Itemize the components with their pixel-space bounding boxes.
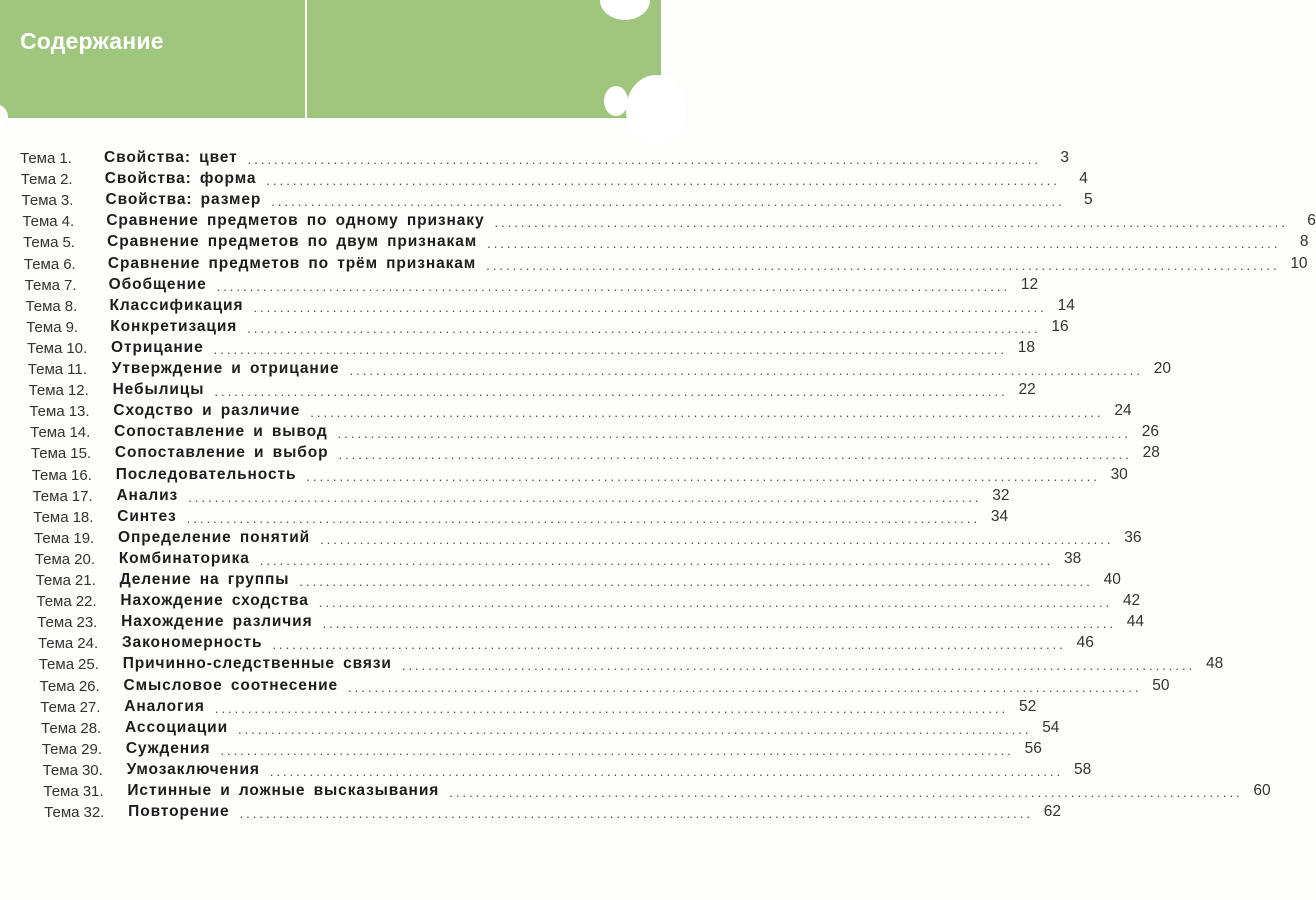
- topic-number: 18.: [72, 508, 94, 526]
- topic-title: Смысловое соотнесение: [123, 676, 339, 694]
- topic-label: [23, 234, 107, 251]
- dot-leader: ........................................................................................................................: [348, 679, 1142, 695]
- dot-leader: ........................................................................................................................: [238, 721, 1032, 737]
- topic-title: Сходство и различие: [113, 402, 301, 420]
- topic-label: [32, 467, 116, 484]
- topic-prefix: Тема: [33, 508, 69, 526]
- page-number: 4: [1079, 170, 1088, 188]
- topic-title: Обобщение: [108, 275, 207, 293]
- page-number: 44: [1126, 613, 1144, 631]
- topic-number: 21.: [74, 572, 96, 589]
- topic-title: Отрицание: [111, 338, 204, 356]
- topic-title: Небылицы: [112, 381, 205, 399]
- page-number: 40: [1103, 571, 1121, 588]
- page-number: 54: [1042, 718, 1060, 736]
- topic-prefix: Тема: [37, 635, 74, 653]
- topic-number: 27.: [79, 698, 101, 716]
- topic-prefix: Тема: [28, 382, 64, 400]
- page-number: 5: [1084, 191, 1093, 209]
- topic-label: [43, 762, 127, 779]
- topic-title: Сопоставление и вывод: [114, 423, 328, 441]
- dot-leader: ........................................................................................................................: [247, 152, 1042, 167]
- toc-entry[interactable]: [22, 209, 1316, 231]
- toc-entry[interactable]: [34, 526, 1142, 547]
- dot-leader: ........................................................................................................................: [318, 595, 1113, 611]
- topic-number: 16.: [71, 466, 92, 484]
- dot-leader: ........................................................................................................................: [216, 278, 1011, 294]
- toc-entry[interactable]: [32, 484, 1010, 505]
- dot-leader: ........................................................................................................................: [220, 742, 1014, 758]
- toc-entry[interactable]: [25, 294, 1075, 315]
- page-number: 16: [1051, 317, 1069, 335]
- topic-number: 20.: [74, 550, 95, 568]
- topic-prefix: Тема: [37, 614, 73, 632]
- toc-entry[interactable]: [34, 547, 1082, 568]
- dot-leader: ........................................................................................................................: [320, 531, 1114, 547]
- topic-label: [27, 340, 111, 357]
- toc-entry[interactable]: [29, 399, 1132, 421]
- toc-entry[interactable]: [21, 188, 1093, 210]
- topic-prefix: Тема: [24, 276, 60, 294]
- topic-title: Закономерность: [121, 634, 263, 652]
- topic-title: Сравнение предметов по трём признакам: [107, 254, 477, 272]
- topic-number: 14.: [69, 424, 91, 442]
- toc-entry[interactable]: [26, 315, 1069, 336]
- topic-prefix: Тема: [41, 719, 77, 737]
- topic-label: [41, 720, 125, 737]
- topic-prefix: Тема: [34, 550, 71, 568]
- page-number: 3: [1060, 149, 1070, 166]
- topic-prefix: Тема: [29, 403, 65, 421]
- page-number: 52: [1018, 697, 1037, 715]
- toc-entry[interactable]: [20, 146, 1070, 167]
- topic-label: [26, 319, 110, 336]
- topic-number: 4.: [61, 213, 75, 231]
- topic-number: 29.: [81, 740, 103, 758]
- topic-number: 13.: [68, 403, 90, 421]
- toc-entry[interactable]: [30, 420, 1159, 442]
- topic-label: [20, 150, 104, 167]
- page-title: Содержание: [20, 28, 164, 54]
- topic-title: Свойства: размер: [105, 191, 262, 209]
- page-number: 56: [1024, 739, 1042, 757]
- topic-title: Истинные и ложные высказывания: [127, 782, 440, 799]
- topic-prefix: Тема: [25, 297, 61, 315]
- page-number: 28: [1142, 444, 1160, 462]
- topic-title: Сопоставление и выбор: [114, 444, 329, 462]
- topic-number: 15.: [70, 445, 92, 463]
- topic-label: [29, 403, 113, 420]
- topic-label: [38, 635, 122, 652]
- topic-prefix: Тема: [21, 192, 57, 210]
- topic-label: [42, 741, 126, 758]
- topic-prefix: Тема: [32, 487, 68, 505]
- topic-number: 3.: [60, 192, 74, 210]
- page-number: 60: [1253, 782, 1271, 799]
- toc-entry[interactable]: [33, 505, 1009, 526]
- dot-leader: ........................................................................................................................: [188, 489, 982, 505]
- toc-entry[interactable]: [43, 779, 1271, 800]
- dot-leader: ........................................................................................................................: [322, 616, 1116, 632]
- toc-entry[interactable]: [35, 568, 1121, 589]
- topic-prefix: Тема: [39, 677, 75, 695]
- toc-entry[interactable]: [23, 230, 1309, 252]
- topic-label: [37, 614, 121, 631]
- topic-prefix: Тема: [23, 234, 59, 252]
- topic-title: Умозаключения: [126, 760, 260, 778]
- topic-prefix: Тема: [20, 171, 57, 189]
- topic-number: 32.: [83, 804, 105, 822]
- page-number: 20: [1153, 360, 1171, 377]
- dot-leader: ........................................................................................................................: [269, 763, 1064, 779]
- toc-entry[interactable]: [36, 589, 1141, 611]
- topic-number: 11.: [67, 361, 87, 378]
- dot-leader: ........................................................................................................................: [487, 236, 1281, 252]
- topic-title: Причинно-следственные связи: [122, 655, 392, 673]
- topic-title: Нахождение различия: [121, 613, 313, 631]
- topic-prefix: Тема: [43, 783, 79, 800]
- dot-leader: ........................................................................................................................: [494, 215, 1288, 231]
- page-number: 48: [1206, 655, 1224, 673]
- topic-title: Сравнение предметов по одному признаку: [106, 212, 485, 230]
- page-number: 6: [1307, 212, 1316, 230]
- dot-leader: ........................................................................................................................: [271, 194, 1065, 210]
- topic-number: 8.: [64, 297, 78, 315]
- dot-leader: ........................................................................................................................: [272, 637, 1066, 653]
- toc-entry[interactable]: [38, 652, 1224, 674]
- page-number: 32: [992, 486, 1010, 504]
- page-number: 14: [1057, 296, 1075, 314]
- topic-prefix: Тема: [23, 255, 60, 273]
- topic-label: [40, 699, 124, 716]
- toc-entry[interactable]: [31, 463, 1128, 484]
- topic-prefix: Тема: [27, 339, 63, 357]
- page-number: 42: [1122, 592, 1141, 610]
- topic-number: 6.: [63, 255, 76, 273]
- topic-prefix: Тема: [30, 424, 66, 442]
- page-number: 26: [1141, 423, 1159, 441]
- topic-prefix: Тема: [40, 698, 76, 716]
- toc-entry[interactable]: [37, 631, 1094, 653]
- topic-prefix: Тема: [36, 593, 72, 611]
- topic-label: [25, 298, 109, 315]
- topic-label: [36, 593, 120, 610]
- topic-number: 2.: [60, 171, 73, 189]
- topic-number: 12.: [67, 382, 89, 400]
- topic-number: 23.: [76, 614, 98, 632]
- toc-entry[interactable]: [30, 441, 1160, 463]
- topic-prefix: Тема: [35, 572, 71, 589]
- topic-number: 17.: [71, 487, 93, 505]
- topic-prefix: Тема: [26, 318, 62, 336]
- page-number: 34: [990, 507, 1009, 525]
- topic-title: Утверждение и отрицание: [111, 360, 340, 377]
- toc-entry[interactable]: [27, 357, 1171, 378]
- topic-label: [24, 256, 108, 273]
- toc-entry[interactable]: [20, 167, 1088, 189]
- topic-title: Анализ: [116, 486, 179, 504]
- dot-leader: ........................................................................................................................: [239, 806, 1033, 822]
- page-number: 36: [1124, 528, 1142, 546]
- topic-label: [30, 424, 114, 441]
- topic-title: Комбинаторика: [118, 549, 250, 567]
- toc-entry[interactable]: [23, 252, 1308, 273]
- page-number: 22: [1018, 381, 1036, 399]
- dot-leader: ........................................................................................................................: [214, 700, 1009, 716]
- page-number: 24: [1114, 402, 1132, 420]
- page-number: 50: [1152, 676, 1170, 694]
- toc-entry[interactable]: [37, 610, 1144, 632]
- topic-number: 26.: [78, 677, 100, 695]
- topic-prefix: Тема: [20, 150, 56, 167]
- topic-label: [21, 171, 105, 188]
- topic-label: [36, 572, 120, 589]
- topic-label: [29, 382, 113, 399]
- dot-leader: ........................................................................................................................: [253, 299, 1047, 315]
- dot-leader: ........................................................................................................................: [186, 510, 981, 526]
- topic-title: Деление на группы: [119, 571, 290, 588]
- dot-leader: ........................................................................................................................: [449, 785, 1243, 800]
- topic-prefix: Тема: [34, 529, 70, 547]
- topic-title: Классификация: [109, 296, 244, 314]
- dot-leader: ........................................................................................................................: [401, 658, 1196, 674]
- dot-leader: ........................................................................................................................: [306, 468, 1100, 484]
- topic-prefix: Тема: [22, 213, 58, 231]
- topic-label: [22, 213, 106, 230]
- topic-number: 22.: [75, 593, 97, 611]
- toc-entry[interactable]: [28, 378, 1036, 400]
- topic-prefix: Тема: [44, 804, 80, 822]
- topic-label: [39, 656, 123, 673]
- topic-number: 24.: [77, 635, 99, 653]
- dot-leader: ........................................................................................................................: [337, 426, 1131, 442]
- topic-label: [40, 678, 124, 695]
- topic-number: 9.: [65, 318, 79, 336]
- topic-number: 30.: [81, 761, 103, 779]
- topic-title: Суждения: [125, 739, 211, 757]
- topic-title: Последовательность: [115, 465, 297, 483]
- page-number: 12: [1020, 275, 1039, 293]
- topic-title: Ассоциации: [125, 718, 229, 736]
- toc-entry[interactable]: [44, 800, 1061, 822]
- toc-entry[interactable]: [24, 273, 1039, 294]
- topic-prefix: Тема: [27, 361, 64, 378]
- topic-number: 5.: [62, 234, 75, 252]
- topic-number: 19.: [73, 529, 95, 547]
- toc-entry[interactable]: [40, 695, 1037, 716]
- topic-label: [33, 509, 117, 526]
- page-number: 58: [1074, 760, 1092, 778]
- dot-leader: ........................................................................................................................: [338, 447, 1132, 463]
- topic-number: 31.: [82, 783, 104, 800]
- dot-leader: ........................................................................................................................: [486, 257, 1280, 273]
- topic-title: Свойства: форма: [104, 170, 257, 188]
- topic-label: [44, 804, 128, 821]
- topic-label: [31, 445, 115, 462]
- topic-prefix: Тема: [42, 761, 78, 779]
- page-number: 46: [1076, 634, 1094, 652]
- topic-prefix: Тема: [38, 656, 75, 674]
- topic-title: Повторение: [128, 803, 230, 821]
- page-number: 8: [1299, 233, 1309, 251]
- topic-label: [34, 530, 118, 547]
- topic-number: 1.: [59, 150, 72, 167]
- page-number: 10: [1290, 254, 1308, 272]
- topic-number: 25.: [78, 656, 99, 674]
- toc-entry[interactable]: [42, 758, 1092, 779]
- topic-label: [35, 551, 119, 568]
- topic-title: Свойства: цвет: [104, 149, 238, 166]
- topic-title: Сравнение предметов по двум признакам: [107, 233, 478, 251]
- toc-entry[interactable]: [41, 716, 1060, 737]
- dot-leader: ........................................................................................................................: [310, 405, 1104, 421]
- topic-title: Определение понятий: [118, 528, 311, 546]
- dot-leader: ........................................................................................................................: [266, 173, 1060, 189]
- topic-label: [28, 361, 112, 378]
- topic-prefix: Тема: [31, 466, 68, 484]
- toc-entry[interactable]: [41, 737, 1042, 758]
- topic-prefix: Тема: [30, 445, 67, 463]
- dot-leader: ........................................................................................................................: [299, 574, 1093, 589]
- topic-number: 10.: [66, 339, 88, 357]
- topic-label: [32, 488, 116, 505]
- dot-leader: ........................................................................................................................: [213, 341, 1008, 357]
- topic-label: [25, 277, 109, 294]
- page-number: 38: [1063, 549, 1082, 567]
- topic-title: Нахождение сходства: [120, 592, 309, 610]
- dot-leader: ........................................................................................................................: [349, 363, 1143, 378]
- topic-label: [43, 783, 127, 800]
- dot-leader: ........................................................................................................................: [214, 384, 1008, 400]
- topic-number: 7.: [64, 276, 77, 294]
- page-number: 18: [1017, 338, 1036, 356]
- topic-label: [22, 192, 106, 209]
- page-number: 62: [1043, 803, 1061, 821]
- toc-entry[interactable]: [27, 336, 1036, 357]
- toc-entry[interactable]: [39, 674, 1170, 695]
- topic-title: Синтез: [117, 507, 177, 525]
- topic-title: Аналогия: [124, 697, 205, 715]
- dot-leader: ........................................................................................................................: [259, 552, 1054, 568]
- page-number: 30: [1110, 465, 1128, 483]
- dot-leader: ........................................................................................................................: [247, 320, 1041, 336]
- topic-prefix: Тема: [41, 740, 78, 758]
- topic-number: 28.: [80, 719, 102, 737]
- topic-title: Конкретизация: [110, 317, 238, 335]
